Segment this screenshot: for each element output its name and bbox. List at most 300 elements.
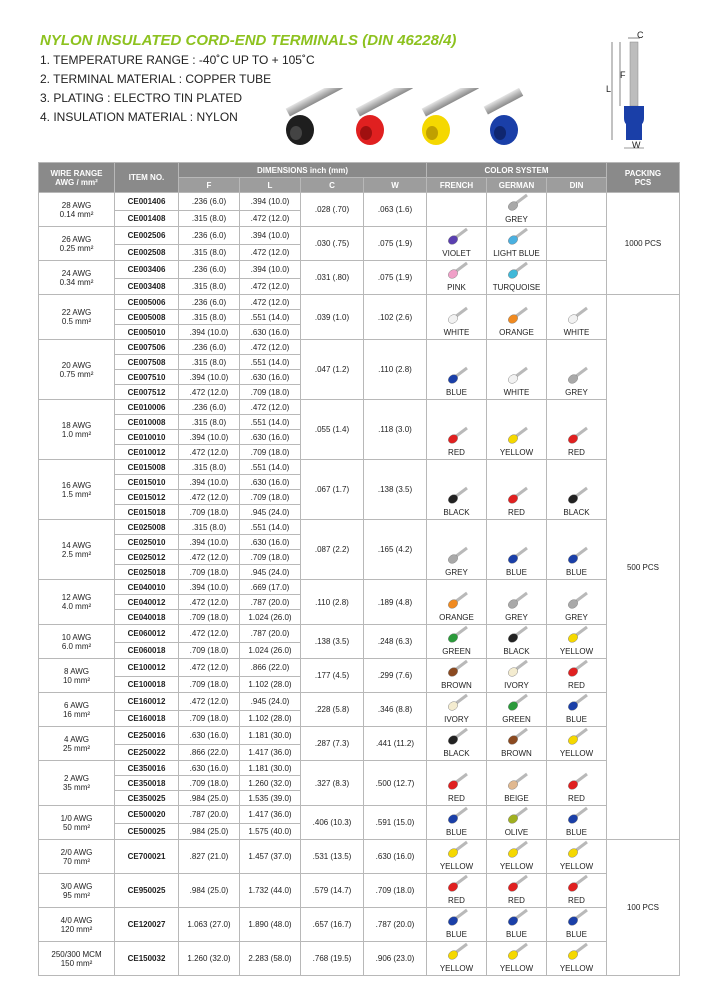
item-no-cell: CE010010 — [115, 430, 179, 445]
dimension-diagram — [598, 30, 688, 160]
ferrule-din-icon — [566, 486, 588, 506]
item-no-cell: CE350016 — [115, 761, 179, 776]
wire-range-cell — [39, 227, 115, 261]
color-german-cell — [487, 261, 547, 295]
dim-f-cell: .472 (12.0) — [179, 490, 240, 505]
color-french-label: VIOLET — [442, 249, 471, 258]
wire-range-cell — [39, 727, 115, 761]
dim-f-cell: .236 (6.0) — [179, 227, 240, 245]
dim-l-cell: 1.732 (44.0) — [240, 874, 301, 908]
table-row — [39, 625, 680, 643]
dim-l-cell: .551 (14.0) — [240, 355, 301, 370]
color-german-label: GREY — [505, 613, 528, 622]
dim-l-cell: 1.417 (36.0) — [240, 744, 301, 760]
item-no-cell: CE700021 — [115, 840, 179, 874]
color-din-label: RED — [568, 448, 585, 457]
wire-mm2: 10 mm² — [62, 675, 91, 685]
dim-l-cell: .630 (16.0) — [240, 475, 301, 490]
item-no-cell: CE001406 — [115, 193, 179, 211]
dim-w-cell: .709 (18.0) — [364, 874, 427, 908]
wire-range-cell — [39, 340, 115, 400]
ferrule-german-icon — [506, 693, 528, 713]
color-french-label: YELLOW — [439, 862, 474, 871]
color-din-label: RED — [568, 896, 585, 905]
wire-mm2: 70 mm² — [62, 856, 91, 866]
packing-cell: 1000 PCS — [607, 193, 680, 295]
dim-l-label: L — [606, 84, 612, 94]
dim-w-cell: .500 (12.7) — [364, 761, 427, 806]
color-german-cell — [487, 908, 547, 942]
wire-range-cell — [39, 908, 115, 942]
item-no-cell: CE007510 — [115, 370, 179, 385]
dim-l-cell: 1.457 (37.0) — [240, 840, 301, 874]
table-row — [39, 340, 680, 355]
dim-l-cell: 1.024 (26.0) — [240, 610, 301, 625]
dim-f-cell: .236 (6.0) — [179, 340, 240, 355]
ferrule-german-icon — [506, 942, 528, 962]
dim-l-cell: .709 (18.0) — [240, 490, 301, 505]
dim-f-cell: .827 (21.0) — [179, 840, 240, 874]
item-no-cell: CE120027 — [115, 908, 179, 942]
color-german-cell — [487, 460, 547, 520]
ferrule-din-icon — [566, 727, 588, 747]
dim-f-cell: 1.063 (27.0) — [179, 908, 240, 942]
ferrule-din-icon — [566, 942, 588, 962]
item-no-cell: CE500020 — [115, 806, 179, 824]
ferrule-french-icon — [446, 727, 468, 747]
dim-w-cell: .165 (4.2) — [364, 520, 427, 580]
dim-l-cell: .866 (22.0) — [240, 659, 301, 677]
dim-f-cell: .315 (8.0) — [179, 278, 240, 294]
wire-mm2: 150 mm² — [60, 958, 93, 968]
dim-w-cell: .299 (7.6) — [364, 659, 427, 693]
item-no-cell: CE015008 — [115, 460, 179, 475]
item-no-cell: CE040012 — [115, 595, 179, 610]
color-german-cell — [487, 227, 547, 261]
table-row — [39, 580, 680, 595]
ferrule-red-icon — [356, 88, 413, 145]
color-din-label: GREY — [565, 388, 588, 397]
table-row — [39, 761, 680, 776]
header-wire-range-label: WIRE RANGE — [50, 168, 103, 178]
color-din-label: RED — [568, 794, 585, 803]
wire-range-cell — [39, 520, 115, 580]
ferrule-french-icon — [446, 806, 468, 826]
wire-awg: 24 AWG — [61, 268, 92, 278]
wire-range-cell — [39, 580, 115, 625]
dim-f-cell: .472 (12.0) — [179, 625, 240, 643]
dim-c-cell: .327 (8.3) — [301, 761, 364, 806]
color-french-label: PINK — [447, 283, 466, 292]
color-french-label: GREEN — [442, 647, 471, 656]
header-packing — [607, 163, 680, 193]
table-row — [39, 942, 680, 976]
color-din-label: GREY — [565, 613, 588, 622]
color-german-label: BLUE — [506, 930, 527, 939]
item-no-cell: CE005006 — [115, 295, 179, 310]
dim-l-cell: .472 (12.0) — [240, 400, 301, 415]
wire-range-cell — [39, 942, 115, 976]
color-din-cell — [547, 295, 607, 340]
color-french-label: BLACK — [443, 508, 470, 517]
dim-l-cell: .472 (12.0) — [240, 295, 301, 310]
color-french-label: RED — [448, 794, 465, 803]
wire-range-cell — [39, 874, 115, 908]
color-french-cell — [427, 908, 487, 942]
ferrule-german-icon — [506, 806, 528, 826]
wire-awg: 12 AWG — [61, 593, 92, 602]
color-din-cell — [547, 727, 607, 761]
color-french-cell — [427, 806, 487, 840]
ferrule-french-icon — [446, 366, 468, 386]
header-packing-unit: PCS — [634, 177, 652, 187]
color-german-cell — [487, 806, 547, 840]
color-french-label: ORANGE — [439, 613, 474, 622]
ferrule-din-icon — [566, 546, 588, 566]
dim-l-cell: .630 (16.0) — [240, 430, 301, 445]
color-din-cell — [547, 693, 607, 727]
dim-l-cell: .551 (14.0) — [240, 415, 301, 430]
page-title: NYLON INSULATED CORD-END TERMINALS (DIN 46228/4) — [40, 32, 457, 49]
ferrule-din-icon — [566, 591, 588, 611]
item-no-cell: CE001408 — [115, 210, 179, 226]
color-german-label: IVORY — [504, 681, 529, 690]
item-no-cell: CE160018 — [115, 710, 179, 726]
color-german-cell — [487, 295, 547, 340]
dim-l-cell: .630 (16.0) — [240, 370, 301, 385]
dim-f-cell: .394 (10.0) — [179, 370, 240, 385]
dim-w-cell: .591 (15.0) — [364, 806, 427, 840]
ferrule-german-icon — [506, 546, 528, 566]
color-german-cell — [487, 520, 547, 580]
wire-mm2: 0.75 mm² — [59, 369, 94, 379]
ferrule-french-icon — [446, 693, 468, 713]
dim-l-cell: .787 (20.0) — [240, 625, 301, 643]
color-german-label: BLACK — [503, 647, 530, 656]
color-french-label: BLUE — [446, 930, 467, 939]
packing-cell: 100 PCS — [607, 840, 680, 976]
wire-awg: 4/0 AWG — [60, 915, 93, 925]
dim-c-cell: .028 (.70) — [301, 193, 364, 227]
header-color-system: COLOR SYSTEM — [427, 163, 607, 178]
ferrule-din-icon — [566, 693, 588, 713]
ferrule-din-icon — [566, 772, 588, 792]
dim-c-cell: .657 (16.7) — [301, 908, 364, 942]
color-french-cell — [427, 874, 487, 908]
color-french-label: IVORY — [444, 715, 469, 724]
table-row — [39, 659, 680, 677]
spec-temperature: 1. TEMPERATURE RANGE : -40˚C UP TO + 105˚C — [40, 53, 315, 67]
dim-l-cell: 1.181 (30.0) — [240, 761, 301, 776]
ferrule-din-icon — [566, 806, 588, 826]
item-no-cell: CE015018 — [115, 505, 179, 520]
header-item-no: ITEM NO. — [115, 163, 179, 193]
color-german-label: GREY — [505, 215, 528, 224]
color-din-label: BLUE — [566, 715, 587, 724]
color-german-cell — [487, 625, 547, 659]
dim-l-cell: .630 (16.0) — [240, 535, 301, 550]
color-din-label: BLUE — [566, 930, 587, 939]
dim-w-cell: .118 (3.0) — [364, 400, 427, 460]
item-no-cell: CE040018 — [115, 610, 179, 625]
dim-f-cell: .472 (12.0) — [179, 550, 240, 565]
ferrule-din-icon — [566, 908, 588, 928]
dim-f-cell: .984 (25.0) — [179, 791, 240, 806]
ferrule-french-icon — [446, 942, 468, 962]
color-din-cell — [547, 659, 607, 693]
ferrule-german-icon — [506, 659, 528, 679]
color-german-cell — [487, 659, 547, 693]
header-wire-range — [39, 163, 115, 193]
header-l: L — [240, 178, 301, 193]
item-no-cell: CE950025 — [115, 874, 179, 908]
item-no-cell: CE040010 — [115, 580, 179, 595]
ferrule-german-icon — [506, 591, 528, 611]
wire-awg: 1/0 AWG — [60, 813, 93, 823]
dim-f-cell: .709 (18.0) — [179, 776, 240, 791]
dim-c-cell: .055 (1.4) — [301, 400, 364, 460]
color-din-cell — [547, 806, 607, 840]
wire-awg: 26 AWG — [61, 234, 92, 244]
item-no-cell: CE160012 — [115, 693, 179, 711]
wire-mm2: 0.25 mm² — [59, 243, 94, 253]
dim-f-cell: .866 (22.0) — [179, 744, 240, 760]
item-no-cell: CE007508 — [115, 355, 179, 370]
color-french-label: GREY — [445, 568, 468, 577]
color-din-label: BLUE — [566, 568, 587, 577]
dim-l-cell: .394 (10.0) — [240, 261, 301, 279]
ferrule-german-icon — [506, 366, 528, 386]
ferrule-german-icon — [506, 908, 528, 928]
item-no-cell: CE350025 — [115, 791, 179, 806]
dim-l-cell: .630 (16.0) — [240, 325, 301, 340]
dim-w-cell: .063 (1.6) — [364, 193, 427, 227]
ferrule-french-icon — [446, 227, 468, 247]
ferrule-french-icon — [446, 840, 468, 860]
dim-f-cell: .315 (8.0) — [179, 210, 240, 226]
item-no-cell: CE150032 — [115, 942, 179, 976]
color-french-label: BLACK — [443, 749, 470, 758]
header-c: C — [301, 178, 364, 193]
color-french-cell — [427, 400, 487, 460]
color-din-cell — [547, 942, 607, 976]
dim-f-cell: .394 (10.0) — [179, 535, 240, 550]
wire-awg: 18 AWG — [61, 420, 92, 430]
color-din-label: WHITE — [563, 328, 590, 337]
wire-mm2: 35 mm² — [62, 783, 91, 792]
color-french-cell — [427, 261, 487, 295]
item-no-cell: CE250016 — [115, 727, 179, 745]
wire-awg: 28 AWG — [61, 200, 92, 210]
wire-awg: 3/0 AWG — [60, 881, 93, 891]
dim-l-cell: 1.417 (36.0) — [240, 806, 301, 824]
item-no-cell: CE007512 — [115, 385, 179, 400]
dim-l-cell: .472 (12.0) — [240, 278, 301, 294]
wire-awg: 4 AWG — [63, 734, 90, 744]
wire-awg: 250/300 MCM — [51, 949, 102, 959]
item-no-cell: CE500025 — [115, 823, 179, 839]
header-din: DIN — [547, 178, 607, 193]
ferrule-german-icon — [506, 874, 528, 894]
dim-w-cell: .138 (3.5) — [364, 460, 427, 520]
table-row — [39, 193, 680, 211]
product-photo — [282, 88, 527, 158]
ferrule-din-icon — [566, 426, 588, 446]
dim-c-cell: .087 (2.2) — [301, 520, 364, 580]
color-din-cell — [547, 520, 607, 580]
wire-awg: 14 AWG — [61, 540, 92, 550]
wire-awg: 6 AWG — [63, 700, 90, 710]
ferrule-french-icon — [446, 546, 468, 566]
dim-f-cell: .236 (6.0) — [179, 261, 240, 279]
spec-plating: 3. PLATING : ELECTRO TIN PLATED — [40, 91, 243, 105]
wire-awg: 8 AWG — [63, 666, 90, 676]
dim-l-cell: .945 (24.0) — [240, 693, 301, 711]
header-german: GERMAN — [487, 178, 547, 193]
wire-mm2: 0.5 mm² — [61, 317, 92, 326]
dim-l-cell: 1.535 (39.0) — [240, 791, 301, 806]
dim-f-cell: .315 (8.0) — [179, 244, 240, 260]
dim-l-cell: 2.283 (58.0) — [240, 942, 301, 976]
table-row — [39, 295, 680, 310]
item-no-cell: CE002506 — [115, 227, 179, 245]
dim-c-cell: .067 (1.7) — [301, 460, 364, 520]
dim-f-cell: .315 (8.0) — [179, 310, 240, 325]
color-din-label: BLACK — [563, 508, 590, 517]
item-no-cell: CE025008 — [115, 520, 179, 535]
ferrule-yellow-icon — [422, 88, 479, 145]
dim-l-cell: .472 (12.0) — [240, 340, 301, 355]
ferrule-din-icon — [566, 366, 588, 386]
ferrule-german-icon — [506, 772, 528, 792]
dim-f-cell: 1.260 (32.0) — [179, 942, 240, 976]
dim-c-cell: .768 (19.5) — [301, 942, 364, 976]
dim-l-cell: 1.102 (28.0) — [240, 710, 301, 726]
ferrule-din-icon — [566, 625, 588, 645]
wire-mm2: 50 mm² — [62, 822, 91, 832]
ferrule-french-icon — [446, 426, 468, 446]
ferrule-din-icon — [566, 840, 588, 860]
color-french-cell — [427, 340, 487, 400]
dim-l-cell: 1.890 (48.0) — [240, 908, 301, 942]
dim-w-cell: .189 (4.8) — [364, 580, 427, 625]
color-din-label: YELLOW — [559, 964, 594, 973]
color-german-cell — [487, 942, 547, 976]
color-german-cell — [487, 761, 547, 806]
dim-w-cell: .102 (2.6) — [364, 295, 427, 340]
dim-f-cell: .472 (12.0) — [179, 445, 240, 460]
dim-f-cell: .630 (16.0) — [179, 761, 240, 776]
color-german-cell — [487, 874, 547, 908]
color-french-cell — [427, 295, 487, 340]
header-dimensions: DIMENSIONS inch (mm) — [179, 163, 427, 178]
ferrule-blue-icon — [484, 88, 524, 145]
dim-l-cell: .669 (17.0) — [240, 580, 301, 595]
wire-mm2: 25 mm² — [62, 743, 91, 753]
wire-mm2: 4.0 mm² — [61, 602, 92, 611]
dim-f-cell: .709 (18.0) — [179, 676, 240, 692]
color-french-label: WHITE — [443, 328, 470, 337]
table-row — [39, 261, 680, 279]
ferrule-french-icon — [446, 261, 468, 281]
color-german-label: BEIGE — [504, 794, 529, 803]
dim-w-cell: .110 (2.8) — [364, 340, 427, 400]
dim-l-cell: .472 (12.0) — [240, 210, 301, 226]
color-french-label: RED — [448, 448, 465, 457]
dim-c-cell: .039 (1.0) — [301, 295, 364, 340]
color-din-label: BLUE — [566, 828, 587, 837]
color-din-cell — [547, 400, 607, 460]
wire-range-cell — [39, 659, 115, 693]
table-row — [39, 727, 680, 745]
ferrule-french-icon — [446, 874, 468, 894]
table-row — [39, 874, 680, 908]
header-packing-label: PACKING — [624, 168, 662, 178]
color-din-cell — [547, 874, 607, 908]
terminal-spec-table — [38, 162, 680, 976]
dim-f-cell: .394 (10.0) — [179, 325, 240, 340]
item-no-cell: CE007506 — [115, 340, 179, 355]
dim-l-cell: .472 (12.0) — [240, 244, 301, 260]
color-german-label: GREEN — [502, 715, 531, 724]
color-din-label: YELLOW — [559, 647, 594, 656]
color-din-cell — [547, 193, 607, 227]
wire-range-cell — [39, 295, 115, 340]
dim-f-cell: .709 (18.0) — [179, 710, 240, 726]
dim-l-cell: .787 (20.0) — [240, 595, 301, 610]
color-french-cell — [427, 460, 487, 520]
ferrule-din-icon — [566, 306, 588, 326]
table-body — [39, 193, 680, 976]
dim-f-cell: .472 (12.0) — [179, 595, 240, 610]
dim-f-cell: .394 (10.0) — [179, 475, 240, 490]
ferrule-dimension-icon — [598, 30, 688, 160]
ferrule-french-icon — [446, 772, 468, 792]
color-german-cell — [487, 727, 547, 761]
ferrule-din-icon — [566, 659, 588, 679]
ferrule-black-icon — [286, 88, 343, 145]
dim-c-cell: .579 (14.7) — [301, 874, 364, 908]
wire-awg: 16 AWG — [61, 480, 92, 490]
dim-f-cell: .709 (18.0) — [179, 610, 240, 625]
item-no-cell: CE100018 — [115, 676, 179, 692]
item-no-cell: CE250022 — [115, 744, 179, 760]
dim-w-cell: .787 (20.0) — [364, 908, 427, 942]
color-french-cell — [427, 520, 487, 580]
item-no-cell: CE060012 — [115, 625, 179, 643]
color-german-label: TURQUOISE — [492, 283, 541, 292]
wire-mm2: 6.0 mm² — [61, 641, 92, 651]
color-french-cell — [427, 761, 487, 806]
color-german-label: RED — [508, 508, 525, 517]
color-din-label: YELLOW — [559, 862, 594, 871]
dim-c-cell: .031 (.80) — [301, 261, 364, 295]
dim-f-cell: .984 (25.0) — [179, 874, 240, 908]
ferrule-german-icon — [506, 486, 528, 506]
item-no-cell: CE010008 — [115, 415, 179, 430]
item-no-cell: CE003406 — [115, 261, 179, 279]
color-german-cell — [487, 580, 547, 625]
item-no-cell: CE003408 — [115, 278, 179, 294]
packing-cell: 500 PCS — [607, 295, 680, 840]
table-row — [39, 806, 680, 824]
wire-range-cell — [39, 261, 115, 295]
item-no-cell: CE025010 — [115, 535, 179, 550]
wire-range-cell — [39, 625, 115, 659]
color-german-label: YELLOW — [499, 862, 534, 871]
ferrule-french-icon — [446, 659, 468, 679]
color-german-cell — [487, 400, 547, 460]
